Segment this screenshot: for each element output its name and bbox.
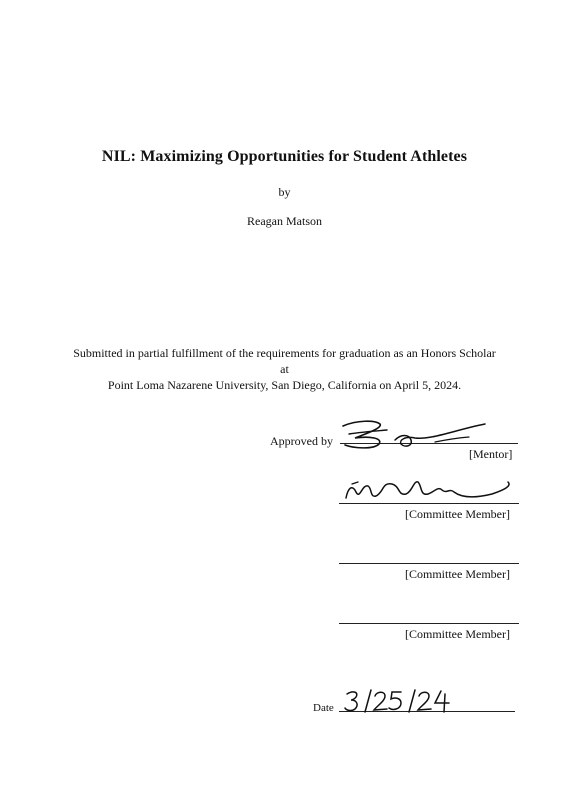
submission-line-2: at: [280, 362, 289, 376]
submission-line-1: Submitted in partial fulfillment of the requirements for graduation as an Honors Scholar: [73, 346, 496, 360]
document-title: NIL: Maximizing Opportunities for Student Athletes: [101, 148, 468, 165]
by-text: by: [278, 185, 291, 199]
committee-signature-line-2: [339, 563, 519, 564]
mentor-role-label: [Mentor]: [469, 447, 513, 461]
handwritten-date: [343, 688, 458, 716]
date-label: Date: [313, 702, 334, 714]
approved-by-label: Approved by: [270, 434, 333, 448]
author-name: Reagan Matson: [247, 214, 322, 228]
committee-role-label-3: [Committee Member]: [405, 627, 510, 641]
committee-role-label-1: [Committee Member]: [405, 507, 510, 521]
committee-signature-line-3: [339, 623, 519, 624]
submission-statement: [0, 345, 569, 393]
committee-signature-1: [342, 472, 517, 506]
submission-line-3: Point Loma Nazarene University, San Diego, California on April 5, 2024.: [107, 378, 462, 392]
committee-role-label-2: [Committee Member]: [405, 567, 510, 581]
